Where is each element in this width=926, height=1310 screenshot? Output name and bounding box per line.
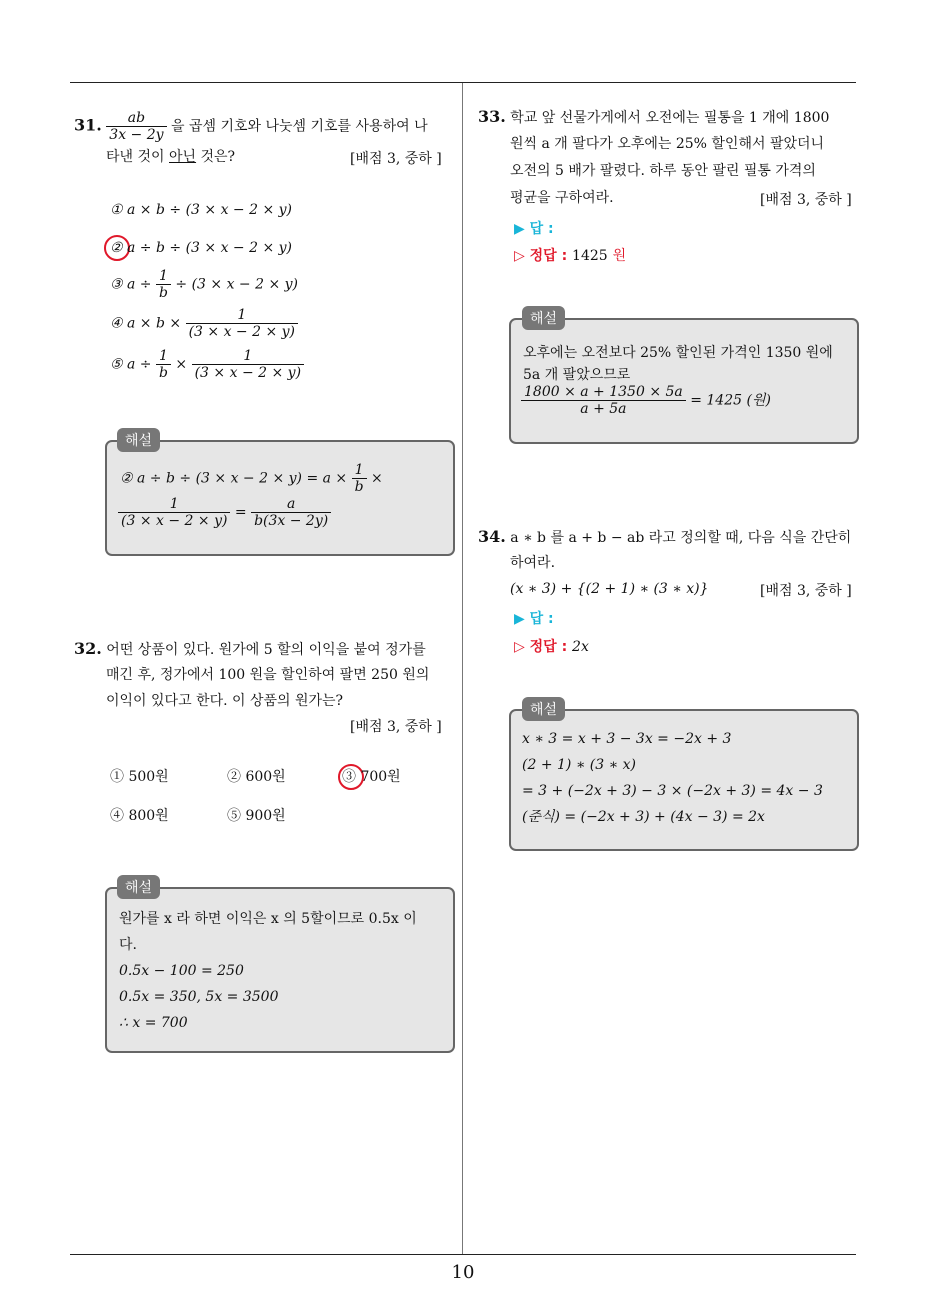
q32-solution-line: 0.5x = 350, 5x = 3500 (119, 989, 279, 1005)
q31-number: 31. (74, 115, 102, 135)
q32-choice-4[interactable]: ④ 800원 (110, 808, 169, 824)
q31-choice-2[interactable]: ② a ÷ b ÷ (3 × x − 2 × y) (110, 240, 293, 256)
q32-choice-2[interactable]: ② 600원 (227, 769, 286, 785)
q32-stem-line1: 32. 어떤 상품이 있다. 원가에 5 할의 이익을 붙여 정가를 (74, 639, 426, 658)
q34-correct-answer: ▷ 정답 : 2x (514, 639, 589, 655)
q32-choice-3[interactable]: ③ 700원 (342, 769, 401, 785)
column-separator (462, 83, 463, 1255)
q31-fraction: $\frac{ab}{3x - 2y}$ (106, 110, 166, 143)
q31-solution-line2: $\frac{1}{(3 \times x - 2 \times y)}$ = $\frac{a}{b(3x - 2y)}$ (118, 496, 331, 529)
q34-solution-line: (2 + 1) ∗ (3 ∗ x) (522, 757, 636, 773)
q33-solution-line2: 5a 개 팔았으므로 (523, 367, 631, 383)
page-number: 10 (451, 1262, 475, 1283)
q33-solution-line1: 오후에는 오전보다 25% 할인된 가격인 1350 원에 (523, 345, 833, 361)
q31-choice-4[interactable]: ④ a × b × $\frac{1}{(3 \times x - 2 \times y)}$ (110, 307, 298, 340)
q32-solution-line: 원가를 x 라 하면 이익은 x 의 5할이므로 0.5x 이 (119, 911, 417, 927)
q34-solution-line: x ∗ 3 = x + 3 − 3x = −2x + 3 (522, 731, 732, 747)
q33-meta: [배점 3, 중하 ] (760, 192, 852, 208)
q34-stem-line2: 하여라. (510, 555, 556, 571)
q32-solution-line: 0.5x − 100 = 250 (119, 963, 244, 979)
q33-correct-answer: ▷ 정답 : 1425 원 (514, 248, 627, 264)
q33-solution-line3: $\frac{1800 \times a + 1350 \times 5a}{a + 5a}$ = 1425 (원) (521, 384, 771, 417)
q32-solution-line: 다. (119, 937, 137, 953)
q34-number: 34. (478, 527, 506, 546)
q31-meta: [배점 3, 중하 ] (350, 151, 442, 167)
q33-stem-line3: 오전의 5 배가 팔렸다. 하루 동안 팔린 필통 가격의 (510, 163, 816, 179)
q32-choice-1[interactable]: ① 500원 (110, 769, 169, 785)
q34-answer-label: ▶ 답 : (514, 611, 554, 627)
q33-number: 33. (478, 107, 506, 126)
q33-answer-label: ▶ 답 : (514, 221, 554, 237)
q33-stem-line2: 원씩 a 개 팔다가 오후에는 25% 할인해서 팔았더니 (510, 136, 825, 152)
q34-solution-tag: 해설 (522, 697, 565, 721)
q34-stem-line1: 34. a ∗ b 를 a + b − ab 라고 정의할 때, 다음 식을 간단히 (478, 527, 852, 546)
q31-choice-3[interactable]: ③ a ÷ $\frac{1}{b}$ ÷ (3 × x − 2 × y) (110, 268, 299, 301)
q31-choice-5[interactable]: ⑤ a ÷ $\frac{1}{b}$ × $\frac{1}{(3 \times x - 2 \times y)}$ (110, 348, 304, 381)
q33-solution-tag: 해설 (522, 306, 565, 330)
q34-solution-line: = 3 + (−2x + 3) − 3 × (−2x + 3) = 4x − 3 (522, 783, 823, 799)
q32-stem-line3: 이익이 있다고 한다. 이 상품의 원가는? (106, 693, 344, 709)
q31-stem-line1 (74, 110, 428, 143)
header-rule (70, 82, 856, 83)
q31-solution-line1: ② a ÷ b ÷ (3 × x − 2 × y) = a × $\frac{1}{b}$ × (120, 462, 383, 495)
q32-solution-tag: 해설 (117, 875, 160, 899)
q34-meta: [배점 3, 중하 ] (760, 583, 852, 599)
q31-solution-tag: 해설 (117, 428, 160, 452)
q31-choice-1[interactable]: ① a × b ÷ (3 × x − 2 × y) (110, 202, 293, 218)
q31-underlined: 아닌 (169, 149, 197, 165)
q32-solution-line: ∴ x = 700 (119, 1015, 188, 1031)
q31-text: 을 곱셈 기호와 나눗셈 기호를 사용하여 나 (166, 118, 428, 135)
q33-stem-line1: 33. 학교 앞 선물가게에서 오전에는 필통을 1 개에 1800 (478, 107, 830, 126)
q32-stem-line2: 매긴 후, 정가에서 100 원을 할인하여 팔면 250 원의 (106, 667, 430, 683)
q34-solution-line: (준식) = (−2x + 3) + (4x − 3) = 2x (522, 809, 765, 825)
q32-choice-5[interactable]: ⑤ 900원 (227, 808, 286, 824)
q31-stem-line2: 타낸 것이 아닌 것은? (106, 149, 236, 165)
q32-meta: [배점 3, 중하 ] (350, 719, 442, 735)
q33-stem-line4: 평균을 구하여라. (510, 190, 614, 206)
footer-rule (70, 1254, 856, 1255)
q34-expression: (x ∗ 3) + {(2 + 1) ∗ (3 ∗ x)} (510, 581, 709, 597)
q32-number: 32. (74, 639, 102, 658)
